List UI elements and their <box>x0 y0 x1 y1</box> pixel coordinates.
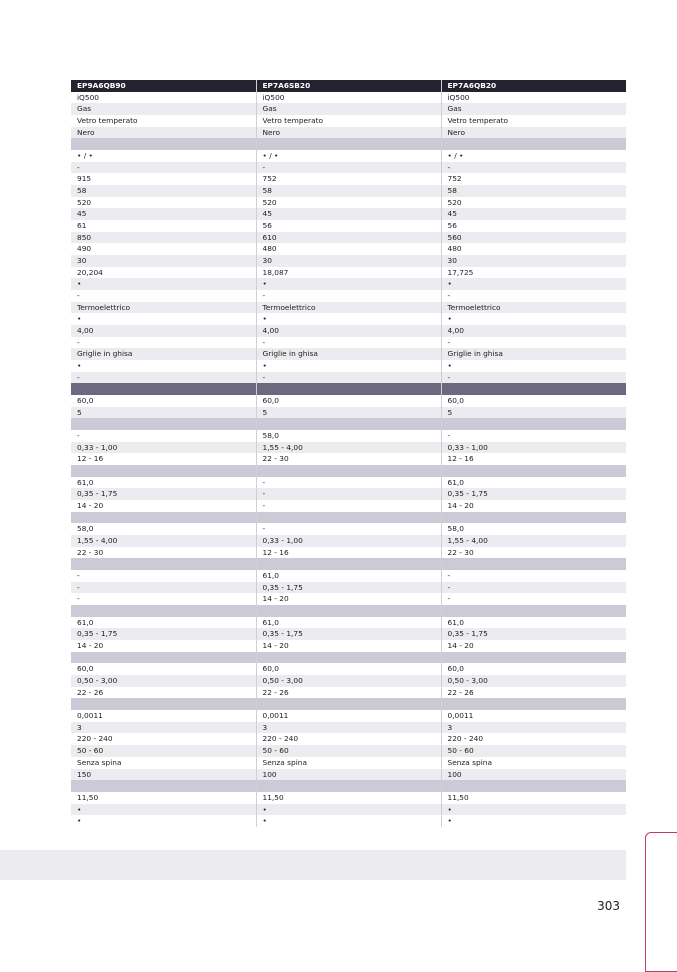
table-cell: 0,50 - 3,00 <box>71 675 256 687</box>
table-cell: 1,55 - 4,00 <box>441 535 626 547</box>
table-cell: 220 - 240 <box>256 733 441 745</box>
table-row <box>71 535 626 547</box>
table-cell: 14 - 20 <box>256 593 441 605</box>
section-divider <box>71 780 626 792</box>
table-cell: Nero <box>441 127 626 139</box>
table-cell: - <box>441 570 626 582</box>
table-cell: 22 - 30 <box>71 547 256 559</box>
table-cell: - <box>441 593 626 605</box>
table-cell: 150 <box>71 769 256 781</box>
table-cell: 11,50 <box>256 792 441 804</box>
table-cell: 22 - 26 <box>441 687 626 699</box>
divider-cell <box>71 465 256 477</box>
table-row <box>71 103 626 115</box>
table-header-row <box>71 80 626 92</box>
table-cell: 60,0 <box>441 395 626 407</box>
table-row <box>71 722 626 734</box>
table-cell: 5 <box>256 407 441 419</box>
section-divider <box>71 512 626 524</box>
table-cell: • <box>441 815 626 827</box>
group-divider-dark <box>71 383 626 395</box>
table-cell: - <box>441 582 626 594</box>
table-row <box>71 769 626 781</box>
table-row <box>71 348 626 360</box>
table-cell: - <box>71 372 256 384</box>
table-cell: - <box>256 500 441 512</box>
table-row <box>71 628 626 640</box>
table-cell: - <box>71 337 256 349</box>
divider-cell <box>441 652 626 664</box>
table-row <box>71 162 626 174</box>
table-cell: 12 - 16 <box>256 547 441 559</box>
table-cell: - <box>441 430 626 442</box>
table-row <box>71 302 626 314</box>
table-cell: Nero <box>256 127 441 139</box>
model-header-3: EP7A6QB20 <box>441 80 626 92</box>
table-cell: • / • <box>71 150 256 162</box>
table-cell: 3 <box>256 722 441 734</box>
table-cell: 0,0011 <box>441 710 626 722</box>
table-cell: • / • <box>256 150 441 162</box>
table-row <box>71 675 626 687</box>
divider-cell <box>256 558 441 570</box>
section-divider <box>71 652 626 664</box>
table-row <box>71 617 626 629</box>
table-cell: 1,55 - 4,00 <box>256 442 441 454</box>
table-cell: 17,725 <box>441 267 626 279</box>
divider-cell <box>71 383 256 395</box>
divider-cell <box>441 698 626 710</box>
table-cell: 0,35 - 1,75 <box>71 628 256 640</box>
table-cell: 0,50 - 3,00 <box>441 675 626 687</box>
table-cell: 61,0 <box>71 477 256 489</box>
table-cell: - <box>256 523 441 535</box>
divider-cell <box>71 512 256 524</box>
page-number: 303 <box>597 899 620 913</box>
table-cell: 56 <box>256 220 441 232</box>
table-cell: Griglie in ghisa <box>71 348 256 360</box>
table-cell: 220 - 240 <box>441 733 626 745</box>
table-cell: Griglie in ghisa <box>441 348 626 360</box>
table-cell: 14 - 20 <box>441 640 626 652</box>
table-row <box>71 150 626 162</box>
table-cell: - <box>441 372 626 384</box>
table-row <box>71 745 626 757</box>
table-row <box>71 523 626 535</box>
table-row <box>71 663 626 675</box>
table-cell: 5 <box>71 407 256 419</box>
table-cell: - <box>441 290 626 302</box>
table-cell: 58 <box>71 185 256 197</box>
table-cell: • <box>256 313 441 325</box>
table-cell: 480 <box>256 243 441 255</box>
table-row <box>71 395 626 407</box>
table-cell: Griglie in ghisa <box>256 348 441 360</box>
table-row <box>71 197 626 209</box>
table-cell: Gas <box>71 103 256 115</box>
table-row <box>71 255 626 267</box>
divider-cell <box>256 465 441 477</box>
divider-cell <box>71 698 256 710</box>
table-cell: 752 <box>441 173 626 185</box>
table-cell: - <box>256 162 441 174</box>
table-cell: 14 - 20 <box>441 500 626 512</box>
table-cell: Senza spina <box>71 757 256 769</box>
table-cell: Senza spina <box>441 757 626 769</box>
table-cell: 752 <box>256 173 441 185</box>
table-row <box>71 582 626 594</box>
table-cell: 61 <box>71 220 256 232</box>
table-cell: 22 - 30 <box>256 453 441 465</box>
table-cell: 480 <box>441 243 626 255</box>
divider-cell <box>441 138 626 150</box>
table-cell: Senza spina <box>256 757 441 769</box>
table-cell: 56 <box>441 220 626 232</box>
table-cell: 0,35 - 1,75 <box>441 628 626 640</box>
table-cell: 3 <box>71 722 256 734</box>
table-row <box>71 570 626 582</box>
table-row <box>71 640 626 652</box>
spec-table <box>71 80 626 827</box>
table-cell: - <box>71 582 256 594</box>
table-cell: 58,0 <box>441 523 626 535</box>
table-cell: • <box>71 313 256 325</box>
table-cell: 560 <box>441 232 626 244</box>
table-row <box>71 757 626 769</box>
table-row <box>71 815 626 827</box>
table-cell: 30 <box>256 255 441 267</box>
table-row <box>71 407 626 419</box>
divider-cell <box>256 605 441 617</box>
divider-cell <box>71 418 256 430</box>
table-cell: - <box>71 162 256 174</box>
table-row <box>71 453 626 465</box>
table-cell: • <box>441 313 626 325</box>
table-cell: 22 - 26 <box>71 687 256 699</box>
table-cell: 1,55 - 4,00 <box>71 535 256 547</box>
table-cell: • <box>71 360 256 372</box>
table-cell: Nero <box>71 127 256 139</box>
table-cell: 60,0 <box>256 395 441 407</box>
table-cell: 4,00 <box>71 325 256 337</box>
divider-cell <box>71 780 256 792</box>
table-cell: - <box>441 162 626 174</box>
table-cell: 61,0 <box>71 617 256 629</box>
table-cell: 3 <box>441 722 626 734</box>
table-cell: 12 - 16 <box>71 453 256 465</box>
table-cell: Vetro temperato <box>441 115 626 127</box>
divider-cell <box>256 780 441 792</box>
table-cell: 58 <box>441 185 626 197</box>
divider-cell <box>441 558 626 570</box>
table-cell: iQ500 <box>441 92 626 104</box>
divider-cell <box>256 512 441 524</box>
table-cell: 30 <box>441 255 626 267</box>
table-cell: 0,35 - 1,75 <box>71 488 256 500</box>
table-cell: 58,0 <box>256 430 441 442</box>
table-row <box>71 185 626 197</box>
table-cell: 22 - 26 <box>256 687 441 699</box>
table-cell: • / • <box>441 150 626 162</box>
table-row <box>71 733 626 745</box>
table-cell: • <box>441 278 626 290</box>
divider-cell <box>441 465 626 477</box>
table-cell: 58 <box>256 185 441 197</box>
table-row <box>71 313 626 325</box>
table-cell: 45 <box>71 208 256 220</box>
table-cell: 5 <box>441 407 626 419</box>
table-cell: 22 - 30 <box>441 547 626 559</box>
table-cell: 14 - 20 <box>71 640 256 652</box>
table-cell: 11,50 <box>71 792 256 804</box>
table-cell: 20,204 <box>71 267 256 279</box>
table-cell: 915 <box>71 173 256 185</box>
table-cell: • <box>256 278 441 290</box>
table-cell: - <box>256 290 441 302</box>
table-cell: 100 <box>256 769 441 781</box>
section-divider <box>71 418 626 430</box>
table-cell: 0,50 - 3,00 <box>256 675 441 687</box>
table-row <box>71 804 626 816</box>
table-row <box>71 115 626 127</box>
table-cell: 0,33 - 1,00 <box>71 442 256 454</box>
page-tab-marker <box>645 832 677 972</box>
table-cell: • <box>256 360 441 372</box>
table-cell: - <box>71 570 256 582</box>
table-row <box>71 360 626 372</box>
table-cell: Gas <box>256 103 441 115</box>
table-cell: 0,35 - 1,75 <box>256 628 441 640</box>
table-cell: • <box>441 804 626 816</box>
table-cell: • <box>256 804 441 816</box>
divider-cell <box>256 418 441 430</box>
table-row <box>71 232 626 244</box>
table-cell: Termoelettrico <box>441 302 626 314</box>
table-cell: • <box>71 815 256 827</box>
divider-cell <box>441 418 626 430</box>
section-divider <box>71 698 626 710</box>
table-cell: 58,0 <box>71 523 256 535</box>
table-cell: 520 <box>71 197 256 209</box>
table-cell: - <box>71 430 256 442</box>
table-cell: 100 <box>441 769 626 781</box>
table-cell: Termoelettrico <box>71 302 256 314</box>
table-cell: 4,00 <box>441 325 626 337</box>
table-cell: - <box>256 488 441 500</box>
table-cell: • <box>71 278 256 290</box>
table-cell: • <box>256 815 441 827</box>
model-header-2: EP7A6SB20 <box>256 80 441 92</box>
table-row <box>71 208 626 220</box>
footer-band <box>0 850 626 880</box>
table-cell: 45 <box>256 208 441 220</box>
section-divider <box>71 605 626 617</box>
table-row <box>71 220 626 232</box>
table-cell: 50 - 60 <box>71 745 256 757</box>
table-row <box>71 500 626 512</box>
table-row <box>71 477 626 489</box>
section-divider <box>71 558 626 570</box>
table-cell: 61,0 <box>256 570 441 582</box>
divider-cell <box>256 383 441 395</box>
table-cell: 50 - 60 <box>256 745 441 757</box>
table-cell: • <box>441 360 626 372</box>
table-row <box>71 593 626 605</box>
table-cell: 60,0 <box>71 395 256 407</box>
table-row <box>71 290 626 302</box>
table-cell: 850 <box>71 232 256 244</box>
table-cell: 61,0 <box>256 617 441 629</box>
table-cell: - <box>71 593 256 605</box>
table-row <box>71 267 626 279</box>
table-cell: 490 <box>71 243 256 255</box>
divider-cell <box>441 605 626 617</box>
table-cell: 520 <box>441 197 626 209</box>
table-cell: - <box>256 372 441 384</box>
table-row <box>71 710 626 722</box>
table-cell: 50 - 60 <box>441 745 626 757</box>
table-cell: 520 <box>256 197 441 209</box>
table-row <box>71 372 626 384</box>
divider-cell <box>441 383 626 395</box>
table-row <box>71 325 626 337</box>
table-cell: 60,0 <box>256 663 441 675</box>
table-cell: Vetro temperato <box>71 115 256 127</box>
divider-cell <box>71 138 256 150</box>
table-cell: iQ500 <box>256 92 441 104</box>
table-cell: 0,35 - 1,75 <box>256 582 441 594</box>
divider-cell <box>441 512 626 524</box>
table-row <box>71 430 626 442</box>
table-cell: 0,33 - 1,00 <box>256 535 441 547</box>
table-cell: Termoelettrico <box>256 302 441 314</box>
table-row <box>71 243 626 255</box>
table-row <box>71 547 626 559</box>
table-row <box>71 687 626 699</box>
table-row <box>71 92 626 104</box>
table-cell: 61,0 <box>441 617 626 629</box>
table-row <box>71 127 626 139</box>
spec-body <box>71 92 626 827</box>
table-cell: - <box>441 337 626 349</box>
table-cell: 4,00 <box>256 325 441 337</box>
table-cell: - <box>256 337 441 349</box>
table-cell: Gas <box>441 103 626 115</box>
divider-cell <box>71 605 256 617</box>
table-cell: 0,35 - 1,75 <box>441 488 626 500</box>
table-cell: 30 <box>71 255 256 267</box>
table-row <box>71 488 626 500</box>
table-cell: 60,0 <box>71 663 256 675</box>
table-cell: 220 - 240 <box>71 733 256 745</box>
table-row <box>71 278 626 290</box>
table-cell: - <box>71 290 256 302</box>
table-cell: iQ500 <box>71 92 256 104</box>
section-divider <box>71 138 626 150</box>
divider-cell <box>441 780 626 792</box>
table-cell: Vetro temperato <box>256 115 441 127</box>
table-cell: 0,0011 <box>256 710 441 722</box>
table-cell: 45 <box>441 208 626 220</box>
table-cell: 12 - 16 <box>441 453 626 465</box>
table-cell: 610 <box>256 232 441 244</box>
table-cell: 18,087 <box>256 267 441 279</box>
table-cell: - <box>256 477 441 489</box>
table-cell: 14 - 20 <box>256 640 441 652</box>
divider-cell <box>71 558 256 570</box>
table-cell: 61,0 <box>441 477 626 489</box>
section-divider <box>71 465 626 477</box>
table-cell: 14 - 20 <box>71 500 256 512</box>
model-header-1: EP9A6QB90 <box>71 80 256 92</box>
table-cell: 60,0 <box>441 663 626 675</box>
table-row <box>71 792 626 804</box>
divider-cell <box>256 652 441 664</box>
table-row <box>71 442 626 454</box>
table-cell: 0,33 - 1,00 <box>441 442 626 454</box>
divider-cell <box>256 138 441 150</box>
table-cell: 0,0011 <box>71 710 256 722</box>
table-cell: • <box>71 804 256 816</box>
table-row <box>71 173 626 185</box>
table-row <box>71 337 626 349</box>
divider-cell <box>71 652 256 664</box>
table-cell: 11,50 <box>441 792 626 804</box>
divider-cell <box>256 698 441 710</box>
